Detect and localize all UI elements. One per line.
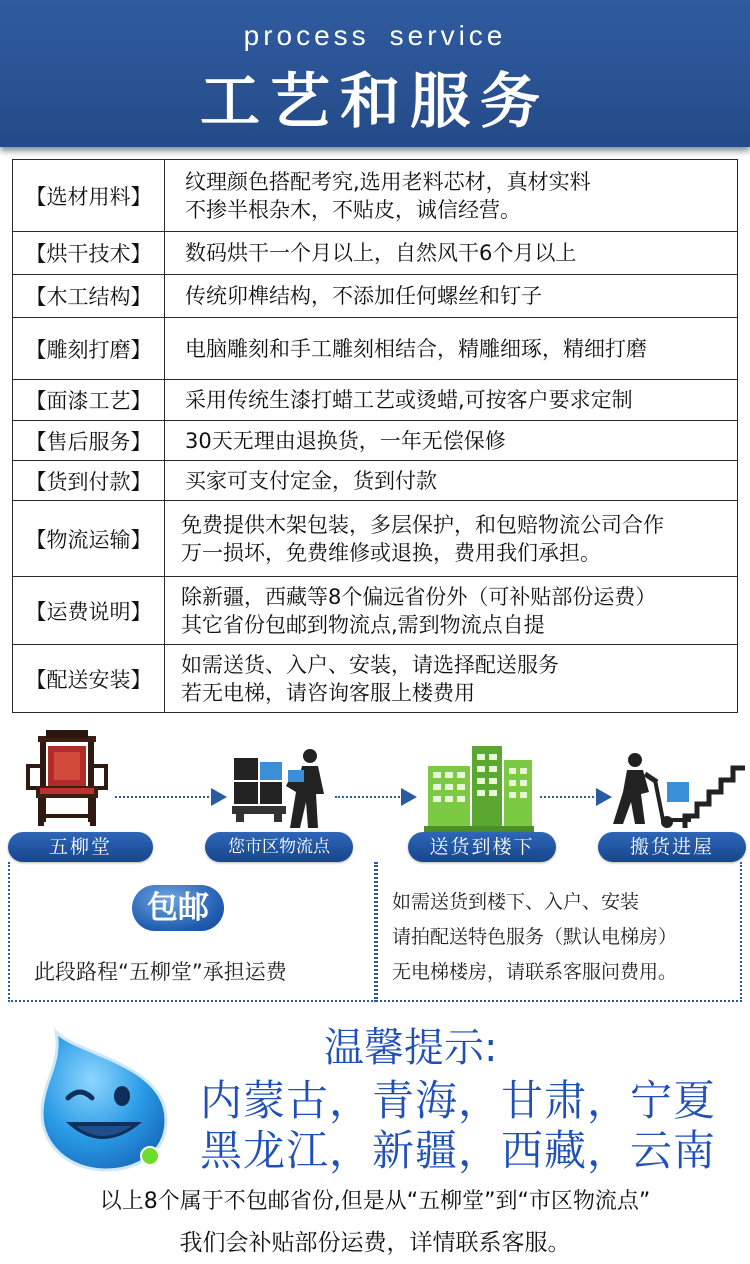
row-line: 其它省份包邮到物流点,需到物流点自提 xyxy=(181,612,545,637)
delivery-line: 如需送货到楼下、入户、安装 xyxy=(392,891,640,913)
row-line: 若无电梯，请咨询客服上楼费用 xyxy=(181,680,475,705)
row-value xyxy=(165,380,738,421)
row-key: 【售后服务】 xyxy=(13,421,165,461)
step-pill-wuliutang: 五柳堂 xyxy=(8,832,153,862)
water-drop-mascot-icon xyxy=(36,1024,176,1174)
row-line: 如需送货、入户、安装，请选择配送服务 xyxy=(181,652,559,677)
row-line: 免费提供木架包装，多层保护，和包赔物流公司合作 xyxy=(181,512,664,537)
row-value xyxy=(165,318,738,380)
row-value xyxy=(165,501,738,577)
table-row xyxy=(13,501,738,577)
row-key: 【烘干技术】 xyxy=(13,232,165,275)
row-line: 传统卯榫结构，不添加任何螺丝和钉子 xyxy=(185,284,542,308)
table-row xyxy=(13,318,738,380)
row-value xyxy=(165,275,738,318)
row-key: 【面漆工艺】 xyxy=(13,380,165,421)
row-line: 电脑雕刻和手工雕刻相结合，精雕细琢，精细打磨 xyxy=(185,336,647,361)
page-header xyxy=(0,0,750,147)
row-key: 【雕刻打磨】 xyxy=(13,318,165,380)
flow-arrow-line xyxy=(540,796,598,798)
footer-note-line2: 我们会补贴部份运费，详情联系客服。 xyxy=(179,1230,571,1256)
row-line: 除新疆，西藏等8个偏远省份外（可补贴部份运费） xyxy=(181,584,657,609)
table-row xyxy=(13,645,738,713)
row-key: 【选材用料】 xyxy=(13,160,165,232)
stairs-mover-icon xyxy=(605,752,745,830)
row-line: 万一损坏，免费维修或退换，费用我们承担。 xyxy=(181,540,601,565)
row-value xyxy=(165,232,738,275)
process-service-table xyxy=(12,159,738,713)
table-row xyxy=(13,380,738,421)
row-line: 不掺半根杂木，不贴皮，诚信经营。 xyxy=(185,197,521,222)
flow-arrow-line xyxy=(115,796,213,798)
header-english-title xyxy=(0,20,750,52)
table-row xyxy=(13,577,738,645)
row-key: 【物流运输】 xyxy=(13,501,165,577)
buildings-icon xyxy=(424,740,534,832)
row-key: 【货到付款】 xyxy=(13,461,165,501)
tips-provinces-line2: 黑龙江，新疆，西藏，云南 xyxy=(200,1126,717,1175)
row-line: 30天无理由退换货，一年无偿保修 xyxy=(185,428,506,453)
row-line: 数码烘干一个月以上，自然风干6个月以上 xyxy=(185,241,577,265)
row-value xyxy=(165,421,738,461)
step-pill-deliver-downstairs: 送货到楼下 xyxy=(408,832,556,862)
footer-note-line1: 以上8个属于不包邮省份,但是从“五柳堂”到“市区物流点” xyxy=(99,1189,651,1214)
step-pill-move-in: 搬货进屋 xyxy=(598,832,746,862)
row-line: 买家可支付定金，货到付款 xyxy=(185,468,437,493)
row-key: 【运费说明】 xyxy=(13,577,165,645)
table-row xyxy=(13,160,738,232)
row-value xyxy=(165,577,738,645)
flow-arrow-head xyxy=(211,788,227,806)
step-pill-logistics-point: 您市区物流点 xyxy=(205,832,353,862)
table-row xyxy=(13,421,738,461)
row-line: 采用传统生漆打蜡工艺或烫蜡,可按客户要求定制 xyxy=(185,388,633,412)
flow-arrow-line xyxy=(335,796,403,798)
row-key: 【配送安装】 xyxy=(13,645,165,713)
table-row xyxy=(13,232,738,275)
table-row xyxy=(13,275,738,318)
tips-provinces-line1: 内蒙古，青海，甘肃，宁夏 xyxy=(200,1076,717,1125)
worker-boxes-icon xyxy=(232,748,332,830)
delivery-line: 无电梯楼房，请联系客服问费用。 xyxy=(392,961,678,983)
header-chinese-title: 工艺和服务 xyxy=(200,67,550,137)
chair-icon xyxy=(26,728,108,828)
header-en-right: service xyxy=(389,20,507,51)
delivery-line: 请拍配送特色服务（默认电梯房） xyxy=(392,926,678,948)
row-value xyxy=(165,160,738,232)
row-value xyxy=(165,645,738,713)
row-key: 【木工结构】 xyxy=(13,275,165,318)
header-en-left: process xyxy=(243,20,370,51)
flow-arrow-head xyxy=(401,788,417,806)
free-shipping-text: 此段路程“五柳堂”承担运费 xyxy=(34,960,287,984)
tips-title: 温馨提示: xyxy=(324,1025,498,1071)
table-row xyxy=(13,461,738,501)
row-line: 纹理颜色搭配考究,选用老料芯材，真材实料 xyxy=(185,169,591,194)
free-shipping-badge: 包邮 xyxy=(132,885,224,931)
row-value xyxy=(165,461,738,501)
